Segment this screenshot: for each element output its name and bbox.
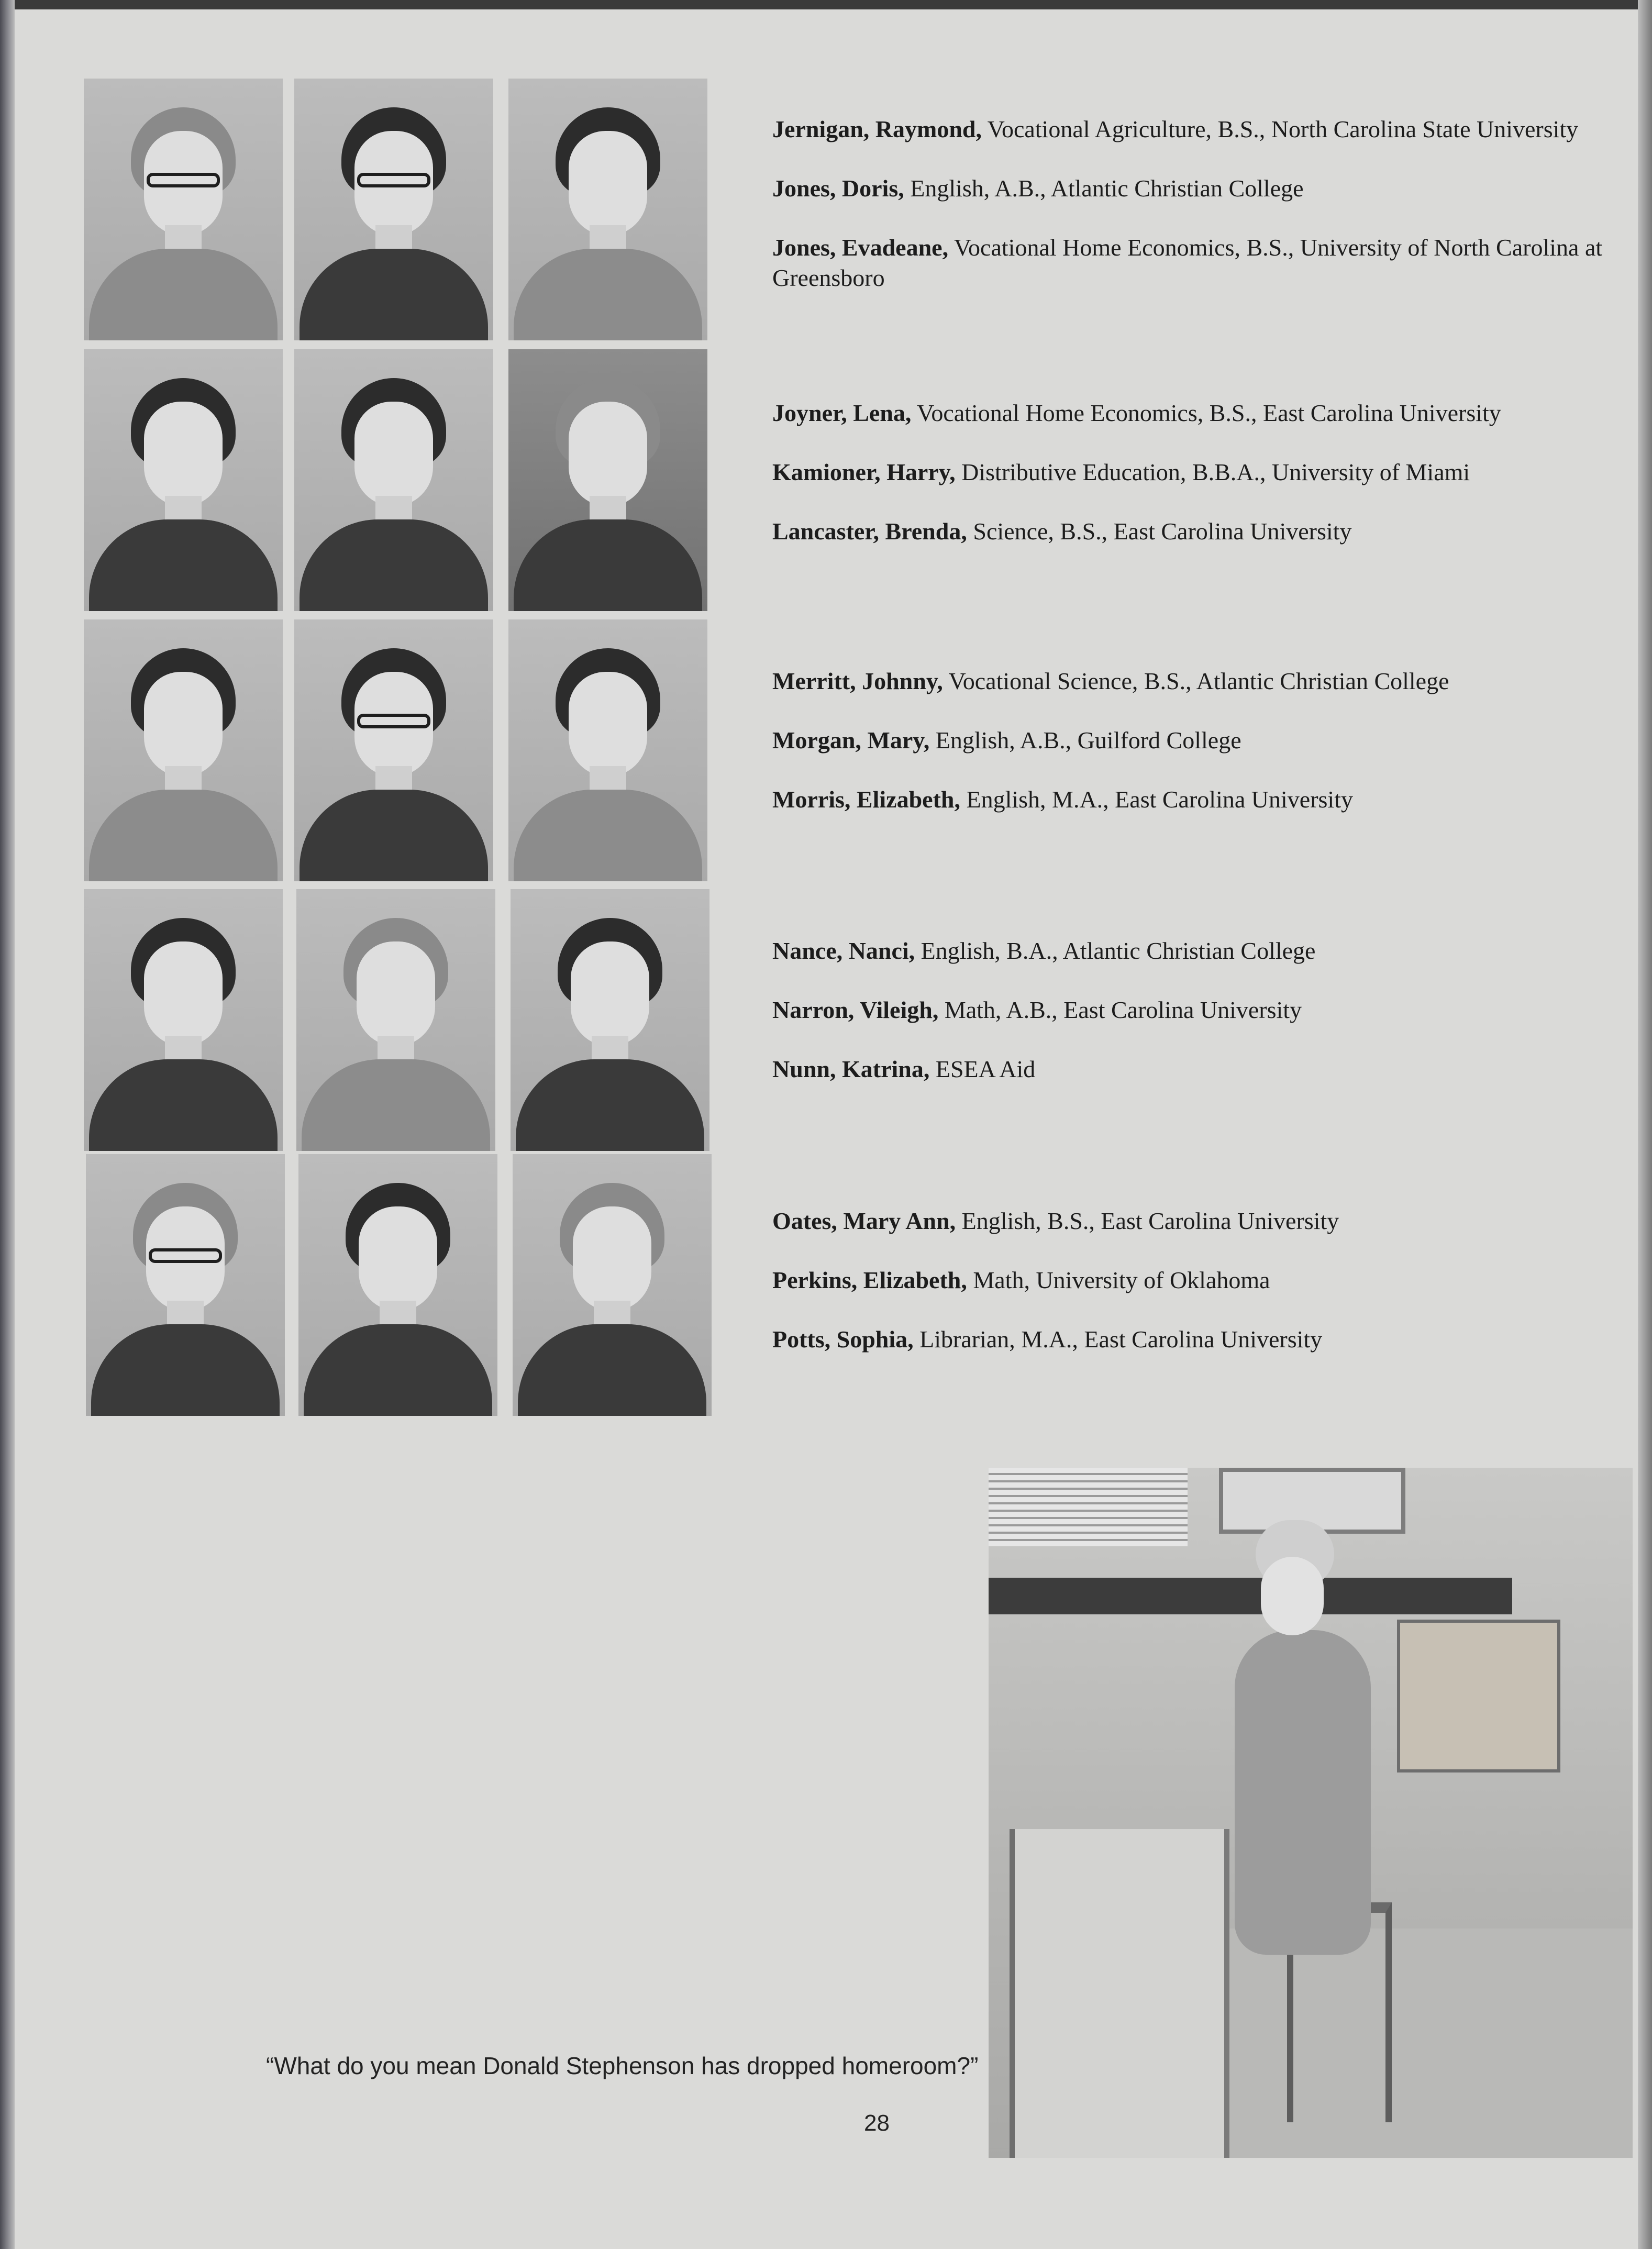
faculty-details: Vocational Agriculture, B.S., North Carolina State University (981, 116, 1579, 142)
teacher-face (1261, 1557, 1324, 1635)
counter (989, 1578, 1512, 1614)
faculty-name: Jones, Evadeane, (772, 234, 949, 261)
faculty-entry (772, 1324, 1636, 1355)
cabinet (1397, 1620, 1560, 1772)
faculty-name: Morgan, Mary, (772, 727, 930, 754)
portrait-nance (84, 889, 283, 1151)
photo-caption: “What do you mean Donald Stephenson has dropped homeroom?” (266, 2052, 979, 2079)
faculty-name: Morris, Elizabeth, (772, 786, 960, 813)
faculty-details: English, A.B., Guilford College (929, 727, 1241, 754)
page-right-border (1638, 0, 1652, 2249)
portrait-oates (86, 1154, 285, 1416)
faculty-group-4 (772, 936, 1636, 1113)
faculty-entry (772, 1265, 1636, 1295)
portrait-potts (513, 1154, 712, 1416)
faculty-group-3 (772, 666, 1636, 844)
faculty-entry (772, 666, 1636, 696)
faculty-details: Vocational Science, B.S., Atlantic Christian College (943, 668, 1449, 694)
portrait-perkins (298, 1154, 497, 1416)
faculty-details: Distributive Education, B.B.A., University of Miami (955, 459, 1470, 485)
faculty-group-2 (772, 398, 1636, 575)
portrait-merritt (84, 619, 283, 881)
teacher-body (1235, 1630, 1371, 1955)
desk (1010, 1829, 1229, 2158)
faculty-details: English, A.B., Atlantic Christian College (904, 175, 1304, 202)
portrait-lancaster (508, 349, 707, 611)
portrait-jones-doris (294, 79, 493, 340)
faculty-name: Lancaster, Brenda, (772, 518, 967, 545)
portrait-kamioner (294, 349, 493, 611)
faculty-details: English, B.S., East Carolina University (956, 1207, 1339, 1234)
faculty-entry (772, 725, 1636, 756)
faculty-name: Kamioner, Harry, (772, 459, 956, 485)
faculty-entry (772, 516, 1636, 547)
portrait-narron (296, 889, 495, 1151)
faculty-entry (772, 398, 1636, 428)
floor (1219, 1929, 1633, 2158)
faculty-name: Jones, Doris, (772, 175, 904, 202)
faculty-name: Nance, Nanci, (772, 937, 915, 964)
faculty-entry (772, 114, 1636, 145)
faculty-name: Potts, Sophia, (772, 1326, 914, 1353)
faculty-entry (772, 784, 1636, 815)
portrait-jernigan (84, 79, 283, 340)
faculty-details: Science, B.S., East Carolina University (967, 518, 1352, 545)
faculty-entry (772, 936, 1636, 966)
page-top-border (0, 0, 1652, 9)
portrait-morris (508, 619, 707, 881)
faculty-details: English, M.A., East Carolina University (960, 786, 1353, 813)
candid-photo-teacher-at-desk (989, 1468, 1633, 2158)
portrait-jones-evadeane (508, 79, 707, 340)
faculty-name: Nunn, Katrina, (772, 1056, 930, 1082)
faculty-entry (772, 457, 1636, 488)
faculty-entry (772, 995, 1636, 1025)
faculty-details: Vocational Home Economics, B.S., University of North Carolina at Greensboro (772, 234, 1603, 291)
faculty-name: Joyner, Lena, (772, 400, 912, 426)
faculty-details: Math, University of Oklahoma (967, 1267, 1270, 1293)
faculty-name: Oates, Mary Ann, (772, 1207, 956, 1234)
portrait-nunn (511, 889, 709, 1151)
page-left-border (0, 0, 15, 2249)
faculty-details: Vocational Home Economics, B.S., East Carolina University (911, 400, 1501, 426)
faculty-details: English, B.A., Atlantic Christian College (915, 937, 1316, 964)
faculty-entry (772, 232, 1636, 293)
faculty-entry (772, 1054, 1636, 1084)
faculty-group-1 (772, 114, 1636, 322)
faculty-name: Perkins, Elizabeth, (772, 1267, 967, 1293)
faculty-name: Narron, Vileigh, (772, 996, 939, 1023)
page-number: 28 (864, 2110, 890, 2136)
portrait-morgan (294, 619, 493, 881)
faculty-name: Merritt, Johnny, (772, 668, 943, 694)
faculty-group-5 (772, 1206, 1636, 1383)
faculty-entry (772, 1206, 1636, 1236)
faculty-details: Math, A.B., East Carolina University (938, 996, 1302, 1023)
faculty-name: Jernigan, Raymond, (772, 116, 982, 142)
window-blinds (989, 1468, 1188, 1546)
faculty-details: ESEA Aid (929, 1056, 1036, 1082)
faculty-entry (772, 173, 1636, 204)
faculty-details: Librarian, M.A., East Carolina University (913, 1326, 1323, 1353)
portrait-joyner (84, 349, 283, 611)
